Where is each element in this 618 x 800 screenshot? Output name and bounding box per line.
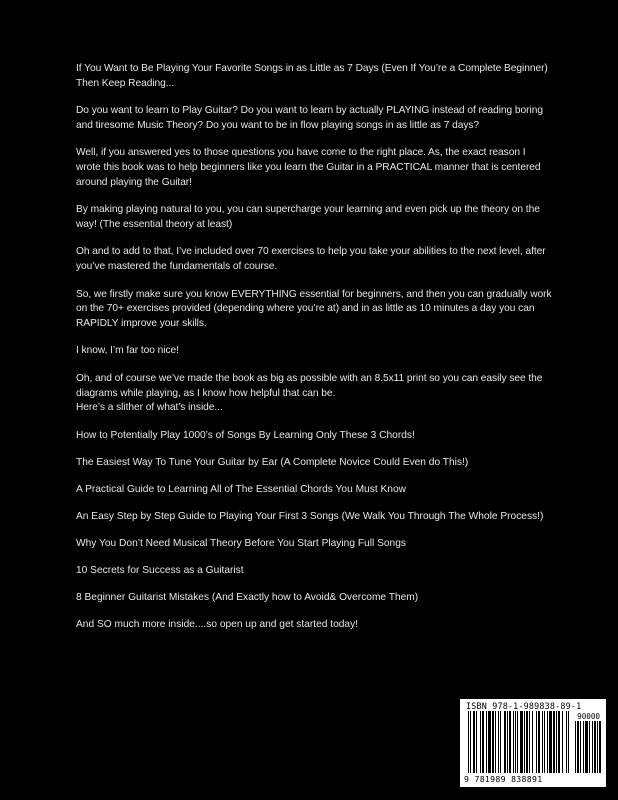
barcode-bar xyxy=(558,711,560,773)
essentials-paragraph: So, we firstly make sure you know EVERYTHING essential for beginners, and then you can gradually work on the 70+ exercises provided (depending where you’re at) and in as little as 10 minutes a day you can RAPIDLY improve your skills. xyxy=(76,288,552,329)
barcode-bar xyxy=(509,711,511,773)
barcode-bar xyxy=(473,711,475,773)
barcode-bar xyxy=(532,711,533,773)
barcode-bar xyxy=(589,721,590,773)
barcode-bar xyxy=(504,711,506,773)
barcode-bar xyxy=(547,711,548,773)
barcode-bar xyxy=(486,711,487,773)
barcode-bar xyxy=(566,711,567,773)
barcode-bar xyxy=(529,711,530,773)
barcode-bar xyxy=(549,711,552,773)
barcode-bars xyxy=(468,711,570,773)
barcode-bar xyxy=(542,711,543,773)
barcode-bar xyxy=(482,711,484,773)
barcode-bar xyxy=(517,711,518,773)
barcode-bar xyxy=(468,711,469,773)
barcode-bar xyxy=(594,721,596,773)
barcode-bar xyxy=(568,711,569,773)
list-item: The Easiest Way To Tune Your Guitar by Ear (A Complete Novice Could Even do This!) xyxy=(76,456,469,468)
barcode-bar xyxy=(556,711,557,773)
barcode-bar xyxy=(553,711,555,773)
barcode-bar xyxy=(498,711,499,773)
isbn-label: ISBN 978-1-989838-89-1 xyxy=(466,701,582,711)
barcode-bar xyxy=(495,711,496,773)
barcode-bar xyxy=(520,711,523,773)
barcode-bar xyxy=(480,711,481,773)
list-item: 8 Beginner Guitarist Mistakes (And Exactly how to Avoid& Overcome Them) xyxy=(76,592,419,604)
barcode-bar xyxy=(599,721,601,773)
barcode-bar xyxy=(507,711,508,773)
closing-line: And SO much more inside....so open up and get started today! xyxy=(76,619,359,631)
barcode-bar xyxy=(577,721,579,773)
barcode-bar xyxy=(583,721,584,773)
barcode-bar xyxy=(488,711,491,773)
barcode-bar xyxy=(592,721,593,773)
question-paragraph: Do you want to learn to Play Guitar? Do you want to learn by actually PLAYING instead of reading boring and tiresome Music Theory? Do you want to be in flow playing songs in as little as 7 days? xyxy=(76,105,543,131)
supercharge-paragraph: By making playing natural to you, you can supercharge your learning and even pick up the theory on the way! (The essential theory at least) xyxy=(76,204,540,230)
intro-paragraph: If You Want to Be Playing Your Favorite Songs in as Little as 7 Days (Even If You’re a Complete Beginner) Then Keep Reading... xyxy=(76,63,548,89)
barcode-bar xyxy=(585,721,588,773)
barcode-bar xyxy=(536,711,537,773)
barcode-bar xyxy=(544,711,545,773)
barcode-bar xyxy=(526,711,528,773)
barcode-bar xyxy=(476,711,477,773)
isbn-barcode xyxy=(460,699,606,787)
inside-intro: Here’s a slither of what’s inside... xyxy=(76,402,223,414)
list-item: A Practical Guide to Learning All of The Essential Chords You Must Know xyxy=(76,483,406,495)
barcode-bar xyxy=(515,711,516,773)
back-cover-text xyxy=(76,62,552,645)
answer-paragraph: Well, if you answered yes to those questions you have come to the right place. As, the exact reason I wrote this book was to help beginners like you learn the Guitar in a PRACTICAL manner that is centered around playing the Guitar! xyxy=(76,147,541,188)
exercises-paragraph: Oh and to add to that, I’ve included over 70 exercises to help you take your abilities to the next level, after you’ve mastered the fundamentals of course. xyxy=(76,246,546,272)
list-item: Why You Don’t Need Musical Theory Before You Start Playing Full Songs xyxy=(76,538,406,550)
barcode-bar xyxy=(538,711,540,773)
print-size-paragraph: Oh, and of course we’ve made the book as big as possible with an 8.5x11 print so you can easily see the diagrams while playing, as I know how helpful that can be. xyxy=(76,372,543,399)
list-item: An Easy Step by Step Guide to Playing Your First 3 Songs (We Walk You Through The Whole Process!) xyxy=(76,510,544,522)
barcode-bar xyxy=(470,711,471,773)
barcode-supplement-bars xyxy=(575,721,601,773)
barcode-bar xyxy=(597,721,598,773)
ean-digits: 9 781989 838891 xyxy=(464,774,543,784)
barcode-bar xyxy=(580,721,581,773)
list-item: How to Potentially Play 1000’s of Songs By Learning Only These 3 Chords! xyxy=(76,429,415,441)
barcode-bar xyxy=(575,721,576,773)
too-nice-paragraph: I know, I’m far too nice! xyxy=(76,345,179,357)
barcode-bar xyxy=(562,711,563,773)
barcode-bar xyxy=(524,711,525,773)
barcode-bar xyxy=(513,711,514,773)
barcode-bar xyxy=(492,711,494,773)
price-code: 90000 xyxy=(577,712,600,721)
list-item: 10 Secrets for Success as a Guitarist xyxy=(76,565,244,577)
barcode-bar xyxy=(500,711,501,773)
